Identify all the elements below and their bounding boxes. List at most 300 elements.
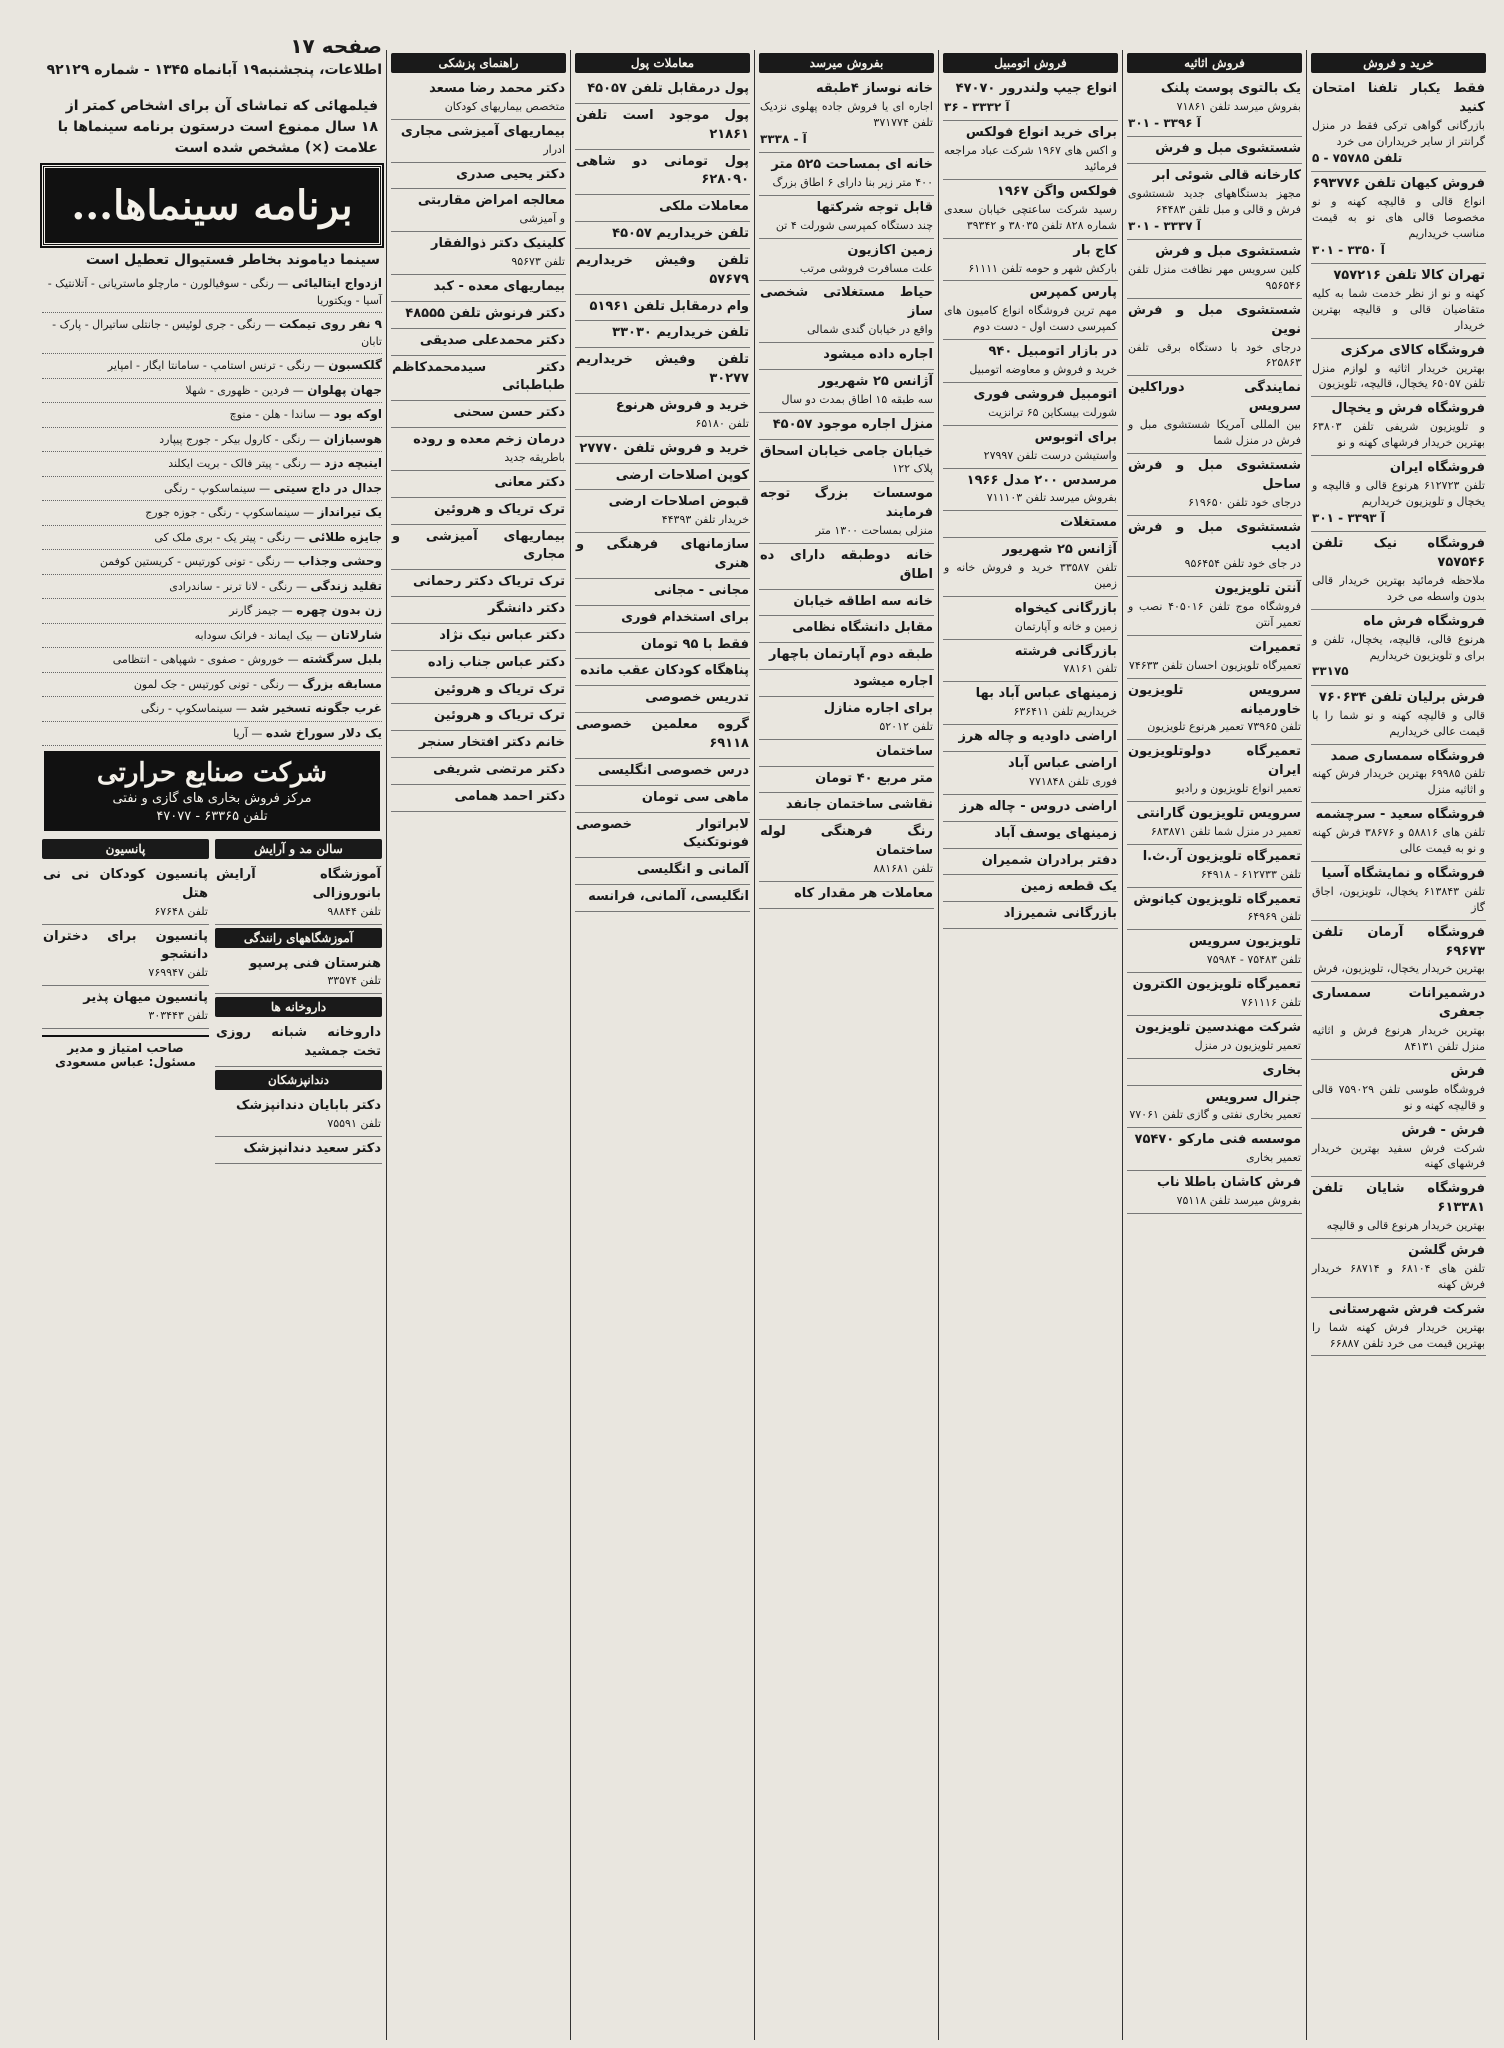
ad-body: تلفن ۷۶۹۹۴۷ [148,966,208,980]
ad-body: تلفن ۳۰۳۴۴۳ [148,1009,208,1023]
film-listing [42,599,382,624]
ad-title: انواع جیپ ولندرور ۴۷۰۷۰ [955,81,1117,96]
classified-ad [391,785,566,812]
ad-title: فرش گلشن [1408,1243,1485,1258]
classified-ad [1311,982,1486,1060]
ad-title: یک بالتوی پوست پلنک [1160,81,1301,96]
ad-title: ماهی سی تومان [641,789,749,805]
classified-ad [575,759,750,786]
ad-title: دکتر عباس جناب زاده [427,654,565,670]
classified-ad [391,189,566,232]
ad-title: اجاره داده میشود [823,347,933,363]
film-info: سینماسکوپ - رنگی - جوزه جورج [145,506,300,519]
ad-title: زمینهای عباس آباد بها [975,686,1117,702]
classified-ad [759,590,934,617]
film-title: یک تیرانداز [317,505,382,519]
ad-title: درس خصوصی انگلیسی [597,762,749,778]
classified-ad [575,150,750,196]
ad-body: واقع در خیابان گندی شمالی [806,323,933,337]
classified-ad [759,370,934,413]
films-list [42,272,382,746]
ad-body: منزلی بمساحت ۱۳۰۰ متر [815,524,933,538]
classified-ad [1127,636,1302,679]
separator: — [261,318,280,331]
classified-ad [759,793,934,820]
classified-ad [1311,862,1486,921]
section-header: آموزشگاههای رانندگی [215,928,382,948]
classified-ad [575,713,750,759]
ad-body: خرید و فروش و معاوضه اتومبیل [969,363,1117,377]
classified-ad [1311,803,1486,862]
classified-ad [575,885,750,912]
ad-body: در جای خود تلفن ۹۵۶۴۵۴ [1184,557,1301,571]
classified-ad [1311,1177,1486,1239]
columns-container [14,50,1490,2040]
film-listing [42,313,382,354]
section-header: داروخانه ها [215,997,382,1017]
film-info: رنگی - کارول بیکر - جورج پیپارد [159,432,306,446]
ad-title: تلویزیون سرویس [1188,934,1301,950]
ad-title: طبقه دوم آپارتمان باچهار [768,647,933,663]
section-header: دندانپزشکان [215,1070,382,1090]
classified-ad [943,426,1118,469]
column-for-sale [754,50,938,2040]
section-header: معاملات پول [575,53,750,73]
film-listing [42,722,382,747]
ad-body: کلین سرویس مهر نظافت منزل تلفن ۹۵۶۵۴۶ [1128,262,1301,292]
ad-title: شستشوی مبل و فرش [1155,244,1301,260]
film-info: خوروش - صفوی - شهپاهی - انتظامی [112,653,285,666]
film-title: جایزه طلائی [308,529,382,544]
classified-ad [759,643,934,670]
ad-body: بهترین خریدار اثاثیه و لوازم منزل تلفن ۶۵۰۵۷ یخچال، قالیچه، تلویزیون [1312,361,1485,391]
ad-title: فقط یکبار تلفنا امتحان کنید [1312,81,1485,115]
ad-body: فوری تلفن ۷۷۱۸۴۸ [1029,774,1117,788]
film-info: بیک ایماند - فرانک سودابه [194,628,313,642]
film-title: یک دلار سوراخ شده [265,725,382,740]
classified-ad [1127,1059,1302,1086]
ad-title: اتومبیل فروشی فوری [973,386,1117,402]
ad-body: سه طبقه ۱۵ اطاق بمدت دو سال [781,392,933,406]
ad-title: خانه دوطبقه دارای ده اطاق [760,547,933,582]
heating-ad-title: شرکت صنایع حرارتی [96,758,328,788]
classified-ad [943,383,1118,426]
ad-title: کاج بار [1073,242,1117,258]
classified-ad [1311,686,1486,745]
column-buy-sell [1306,50,1490,2040]
classified-ad [1127,164,1302,240]
ad-title: تعمیرگاه تلویزیون کیانوش [1133,891,1301,907]
ad-title: بیماریهای معده - کبد [433,278,565,294]
ads-list [391,77,566,812]
ad-title: وام درمقابل تلفن ۵۱۹۶۱ [589,298,749,314]
ad-title: سازمانهای فرهنگی و هنری [576,537,749,572]
classified-ad [1127,973,1302,1016]
classified-ad [943,682,1118,725]
film-title: جدال در داج سیتی [273,480,382,495]
classified-ad [759,413,934,440]
film-listing [42,575,382,600]
ad-body: تلفن ۶۷۶۴۸ [154,904,208,918]
classified-ad [575,579,750,606]
classified-ad [575,659,750,686]
classified-ad [391,731,566,758]
ad-title: دکتر دانشگر [487,601,565,617]
ad-title: فرش [1450,1063,1485,1079]
ad-title: مرسدس ۲۰۰ مدل ۱۹۶۶ [966,472,1117,488]
ad-title: فروشگاه و نمایشگاه آسیا [1321,866,1485,882]
ad-title: معالجه امراض مقاربتی [417,193,565,209]
ad-body: واستیشن درست تلفن ۲۷۹۹۷ [983,448,1117,462]
classified-ad [215,863,382,925]
ad-title: نقاشی ساختمان جانفد [785,797,933,813]
ad-title: دکتر احمد همامی [454,788,565,804]
ad-title: قابل توجه شرکتها [816,199,933,215]
ad-title: ترک تریاک دکتر رحمانی [412,574,565,590]
cinema-bottom-right [215,836,382,1164]
ad-body: تلفن ۵۲۰۱۲ [879,719,933,733]
film-title: بلبل سرگشته [302,652,382,666]
ads-list [943,77,1118,929]
classified-ad [759,670,934,697]
ad-title: داروخانه شبانه روزی تخت جمشید [216,1025,381,1060]
ad-title: اراضی عباس آباد [1007,756,1117,772]
film-listing [42,697,382,722]
ad-title: مستغلات [1060,515,1117,531]
ad-body: تعمیر بخاری [1245,1151,1301,1165]
ad-title: لابراتوار خصوصی فونوتکنیک [576,816,749,851]
classified-ad [759,239,934,282]
classified-ad [1127,1016,1302,1059]
film-info: رنگی - تونی کورتیس - کریستین کوفمن [99,555,281,568]
column-medical [386,50,570,2040]
classified-ad [1127,77,1302,137]
ad-body: بازرگانی گواهی ترکی فقط در منزل گرانتر از سایر خریداران می خرد [1312,118,1485,148]
ad-body: تلفن ۶۱۲۷۲۳ هرنوع قالی و قالیچه و یخچال و تلویزیون خریداریم [1312,478,1485,508]
ad-body: و تلویزیون شریفی تلفن ۶۳۸۰۳ بهترین خریدار فرشهای کهنه و نو [1312,420,1485,450]
ad-body: رسید شرکت ساعتچی خیابان سعدی شماره ۸۲۸ تلفن ۳۸۰۳۵ و ۳۹۳۴۲ [944,202,1117,232]
separator: — [280,555,299,568]
classified-ad [943,875,1118,902]
ad-title: شستشوی مبل و فرش ادیب [1128,519,1301,554]
ad-title: برای اجاره منازل [823,701,933,717]
ad-title: ترک تریاک و هروئین [433,501,565,517]
ad-title: تعمیرگاه تلویزیون الکترون [1132,977,1301,993]
classified-ad [1127,454,1302,516]
ad-title: قبوض اصلاحات ارضی [608,494,749,510]
film-title: جهان پهلوان [307,382,382,397]
ads-list [215,952,382,995]
classified-ad [575,633,750,660]
ad-title: پول درمقابل تلفن ۴۵۰۵۷ [587,81,749,96]
classified-ad [1127,1086,1302,1129]
ad-title: مقابل دانشگاه نظامی [792,620,933,636]
ad-body: ۴۰۰ متر زیر بنا دارای ۶ اطاق بزرگ [772,175,933,189]
classified-ad [943,538,1118,597]
classified-ad [943,511,1118,538]
classified-ad [215,952,382,995]
ad-title: خرید و فروش تلفن ۲۷۷۷۰ [579,440,749,456]
classified-ad [943,822,1118,849]
film-info: رنگی - سوفیالورن - مارچلو ماستریانی - آتلانتیک - آسیا - ویکتوریا [47,277,382,307]
separator: — [284,653,303,666]
ad-title: تعمیرگاه تلویزیون آر.ث.ا [1142,848,1301,864]
ad-title: معاملات ملکی [659,199,749,215]
film-info: جیمز گارنر [229,604,279,617]
ads-list [215,1021,382,1067]
ad-title: آلمانی و انگلیسی [637,862,749,878]
classified-ad [1127,1128,1302,1171]
ad-title: خانه سه اطاقه خیابان [793,593,933,609]
classified-ad [575,321,750,348]
classified-ad [759,544,934,590]
ad-title: فرش کاشان باطلا ناب [1156,1175,1301,1191]
classified-ad [575,858,750,885]
classified-ad [943,77,1118,121]
ad-title: اراضی داودیه و چاله هرز [958,729,1117,745]
ad-phone: تلفن ۷۵۷۸۵ - ۵ [1312,150,1403,165]
separator: — [315,408,334,421]
ad-title: خانه نوساز ۴طبقه [816,81,933,96]
ad-body: تلفن ۶۱۳۸۴۳ یخچال، تلویزیون، اجاق گاز [1312,884,1485,914]
classified-ad [215,1021,382,1067]
cinema-banner: برنامه سینماها... [42,165,382,246]
film-listing [42,379,382,404]
ad-title: فروشگاه شایان تلفن ۶۱۳۳۸۱ [1312,1181,1485,1216]
ad-title: متر مربع ۴۰ تومان [815,770,933,786]
film-title: اینبچه دزد [324,456,382,470]
classified-ad [391,651,566,678]
ad-title: دکتر یحیی صدری [456,166,565,182]
film-info: رنگی - لانا ترنر - ساندرادی [169,579,293,593]
ad-title: فروش کیهان تلفن ۶۹۳۷۷۶ [1312,175,1485,191]
classified-ad [575,437,750,464]
ad-body: و اکس های ۱۹۶۷ شرکت عباد مراجعه فرمائید [944,144,1117,174]
classified-ad [1127,740,1302,802]
classified-ad [1311,532,1486,610]
ads-list [215,1094,382,1164]
ad-title: رنگ فرهنگی لوله ساختمان [760,824,933,859]
ad-title: شستشوی مبل و فرش [1155,141,1301,157]
classified-ad [943,752,1118,795]
classified-ad [943,725,1118,752]
classified-ad [943,281,1118,340]
film-title: وحشی وجذاب [298,554,382,568]
ad-phone: ۳۰۱ - آ ۳۳۹۳ [1312,510,1385,525]
ad-title: پانسیون کودکان نی نی هتل [43,867,208,901]
classified-ad [391,163,566,190]
ad-title: بازرگانی کیخواه [1014,600,1117,616]
ad-body: فروشگاه طوسی تلفن ۷۵۹۰۲۹ قالی و قالیچه کهنه و نو [1312,1082,1485,1112]
ad-title: تدریس خصوصی [645,690,749,706]
ad-title: دکتر حسن سحنی [453,405,565,421]
classified-ad [391,704,566,731]
ad-title: موسسه فنی مارکو ۷۵۴۷۰ [1134,1132,1301,1148]
ad-title: ساختمان [875,743,933,759]
ad-body: اجاره ای یا فروش جاده پهلوی نزدیک تلفن ۳۷۱۷۷۴ [760,99,933,129]
ad-title: یک قطعه زمین [1020,879,1117,895]
film-title: مسابقه بزرگ [302,676,382,691]
film-listing [42,403,382,428]
ad-body: تلفن ۷۶۱۱۱۶ [1241,995,1301,1009]
heating-ad-body: مرکز فروش بخاری های گازی و نفتی [112,791,312,806]
classified-ad [759,77,934,153]
ad-title: اراضی دروس - چاله هرز [959,798,1117,814]
classified-ad [759,153,934,196]
classified-ad [759,343,934,370]
classified-ad [391,678,566,705]
ad-body: انواع قالی و قالیچه کهنه و نو مخصوصا قالی های نو به قیمت مناسب خریداریم [1312,194,1485,240]
ad-phone: ۳۰۱ - آ ۳۳۹۶ [1128,115,1201,130]
film-title: اوکه بود [333,407,382,421]
classified-ad [1127,240,1302,299]
classified-ad [391,329,566,356]
film-info: رنگی - جری لوئیس - جانتلی ساتیرال - پارک - تابان [52,318,382,348]
ad-title: برای استخدام فوری [621,609,749,625]
section-header: بفروش میرسد [759,53,934,73]
classified-ad [575,394,750,437]
ad-title: بیماریهای آمیزشی مجاری [400,123,565,139]
ad-title: فروشگاه سمساری صمد [1330,748,1485,764]
ad-body: تلفن ۹۵۶۷۳ [511,255,565,269]
ad-title: جنرال سرویس [1205,1089,1301,1105]
separator: — [289,383,308,397]
ad-body: بهترین خریدار یخچال، تلویزیون، فرش [1313,962,1485,976]
classified-ad [759,616,934,643]
ad-title: فرش برلیان تلفن ۷۶۰۶۳۴ [1318,689,1485,705]
ad-body: تلفن های ۵۸۸۱۶ و ۳۸۶۷۶ فرش کهنه و نو به قیمت عالی [1312,826,1486,856]
ad-body: تلفن ۸۸۱۶۸۱ [873,862,933,876]
film-info: آریا [233,726,248,740]
ad-phone: ۳۶ - آ ۳۳۳۲ [944,99,1010,114]
film-title: شارلاتان [330,627,382,642]
separator: — [255,481,274,495]
ad-title: در بازار اتومبیل ۹۴۰ [988,344,1117,360]
film-info: رنگی - تونی کورتیس - جک لمون [133,677,285,691]
ad-title: دکتر معانی [494,474,565,490]
classified-ad [1311,456,1486,532]
ad-title: فروشگاه نیک تلفن ۷۵۷۵۴۶ [1312,536,1485,571]
ad-title: حیاط مستغلاتی شخصی ساز [760,285,933,320]
separator: — [247,726,266,740]
ad-body: بفروش میرسد تلفن ۷۱۸۶۱ [1176,99,1301,113]
ad-title: گروه معلمین خصوصی ۶۹۱۱۸ [576,717,749,751]
classified-ad [42,925,209,987]
classified-ad [575,533,750,579]
ad-body: تلفن ۶۴۹۶۹ [1247,910,1301,924]
ad-title: ترک تریاک و هروئین [433,708,565,724]
classified-ad [1127,137,1302,164]
classified-ad [391,471,566,498]
masthead [22,34,382,78]
ad-title: فروشگاه آرمان تلفن ۶۹۶۷۳ [1312,924,1485,959]
film-title: زن بدون چهره [296,603,382,617]
ad-body: تلفن ۷۳۹۶۵ تعمیر هرنوع تلویزیون [1147,720,1301,734]
ad-title: پارس کمپرس [1029,285,1117,301]
ad-title: خرید و فروش هرنوع [615,397,749,413]
ad-title: شستشوی مبل و فرش ساحل [1128,457,1301,492]
ad-body: قالی و قالیچه کهنه و نو شما را با قیمت عالی خریداریم [1312,708,1485,738]
classified-ad [943,640,1118,683]
ad-body: درجای خود تلفن ۶۱۹۶۵۰ [1188,495,1301,509]
classified-ad [759,882,934,909]
cinema-bottom-split [42,836,382,1164]
ad-title: تهران کالا تلفن ۷۵۷۲۱۶ [1333,268,1485,283]
ad-body: متخصص بیماریهای کودکان [444,99,565,113]
heating-ad-box [44,751,380,831]
film-listing [42,501,382,526]
ad-title: سرویس تلویزیون خاورمیانه [1128,682,1301,717]
classified-ad [1311,1060,1486,1119]
film-listing [42,526,382,551]
classified-ad [391,120,566,163]
classified-ad [391,302,566,329]
ad-body: تلفن ۷۵۴۸۳ - ۷۵۹۸۴ [1206,953,1301,967]
ad-title: انگلیسی، آلمانی، فرانسه [588,889,749,905]
classified-ad [1311,745,1486,804]
classified-ad [943,597,1118,640]
ad-body: هرنوع قالی، قالیچه، یخچال، تلفن و برای و تلویزیون خریداریم [1312,632,1485,662]
ad-title: دکتر بابایان دندانپزشک [236,1098,381,1114]
ad-title: دکتر مرتضی شریفی [433,762,565,778]
classified-ad [575,490,750,533]
ad-body: تلفن ۳۳۵۸۷ خرید و فروش خانه و زمین [944,560,1117,590]
classified-ad [943,795,1118,822]
film-listing [42,550,382,575]
ad-body: تلفن ۶۵۱۸۰ [695,416,749,430]
ad-body: ادرار [543,142,565,156]
ad-title: درشمیرانات سمساری جعفری [1312,986,1485,1021]
ad-body: شرکت فرش سفید بهترین خریدار فرشهای کهنه [1312,1141,1485,1171]
ad-title: بازرگانی شمیرزاد [1003,906,1117,922]
classified-ad [42,986,209,1029]
classified-ad [1311,77,1486,172]
ad-title: پناهگاه کودکان عقب مانده [580,663,749,679]
film-listing [42,673,382,698]
ad-title: فروشگاه سعید - سرچشمه [1315,807,1485,823]
classified-ad [391,401,566,428]
classified-ad [1311,264,1486,339]
film-listing [42,428,382,453]
ad-body: تلفن ۶۱۲۷۳۳ - ۶۴۹۱۸ [1200,867,1301,881]
ad-body: تلفن ۷۵۵۹۱ [327,1116,381,1130]
classified-ad [1127,802,1302,845]
separator: — [290,530,309,544]
classified-ad [943,340,1118,383]
ad-title: دکتر سیدمحمدکاظم طباطبائی [392,359,565,394]
classified-ad [1127,888,1302,931]
ad-body: شورلت بیسکاین ۶۵ ترانزیت [988,405,1117,419]
cinema-headline: سینما دیاموند بخاطر فستیوال تعطیل است [85,252,380,268]
classified-ad [575,249,750,295]
ad-body: بفروش میرسد تلفن ۷۵۱۱۸ [1176,1193,1301,1207]
ad-title: آموزشگاه آرایش بانوروزالی [216,867,381,901]
ads-list [215,863,382,925]
ad-body: تلفن ۳۳۵۷۴ [327,974,381,988]
column-cars [938,50,1122,2040]
separator: — [232,702,251,715]
classified-ad [1127,516,1302,578]
film-listing [42,648,382,673]
separator: — [292,579,311,593]
classified-ad [391,758,566,785]
classified-ad [391,356,566,402]
separator: — [312,628,331,642]
ad-body: مهم ترین فروشگاه انواع کامیون های کمپرسی دست اول - دست دوم [944,304,1117,334]
ad-title: کلینیک دکتر ذوالفقار [431,236,565,252]
ads-list [759,77,934,909]
ad-title: هنرستان فنی پرسپو [249,955,381,971]
